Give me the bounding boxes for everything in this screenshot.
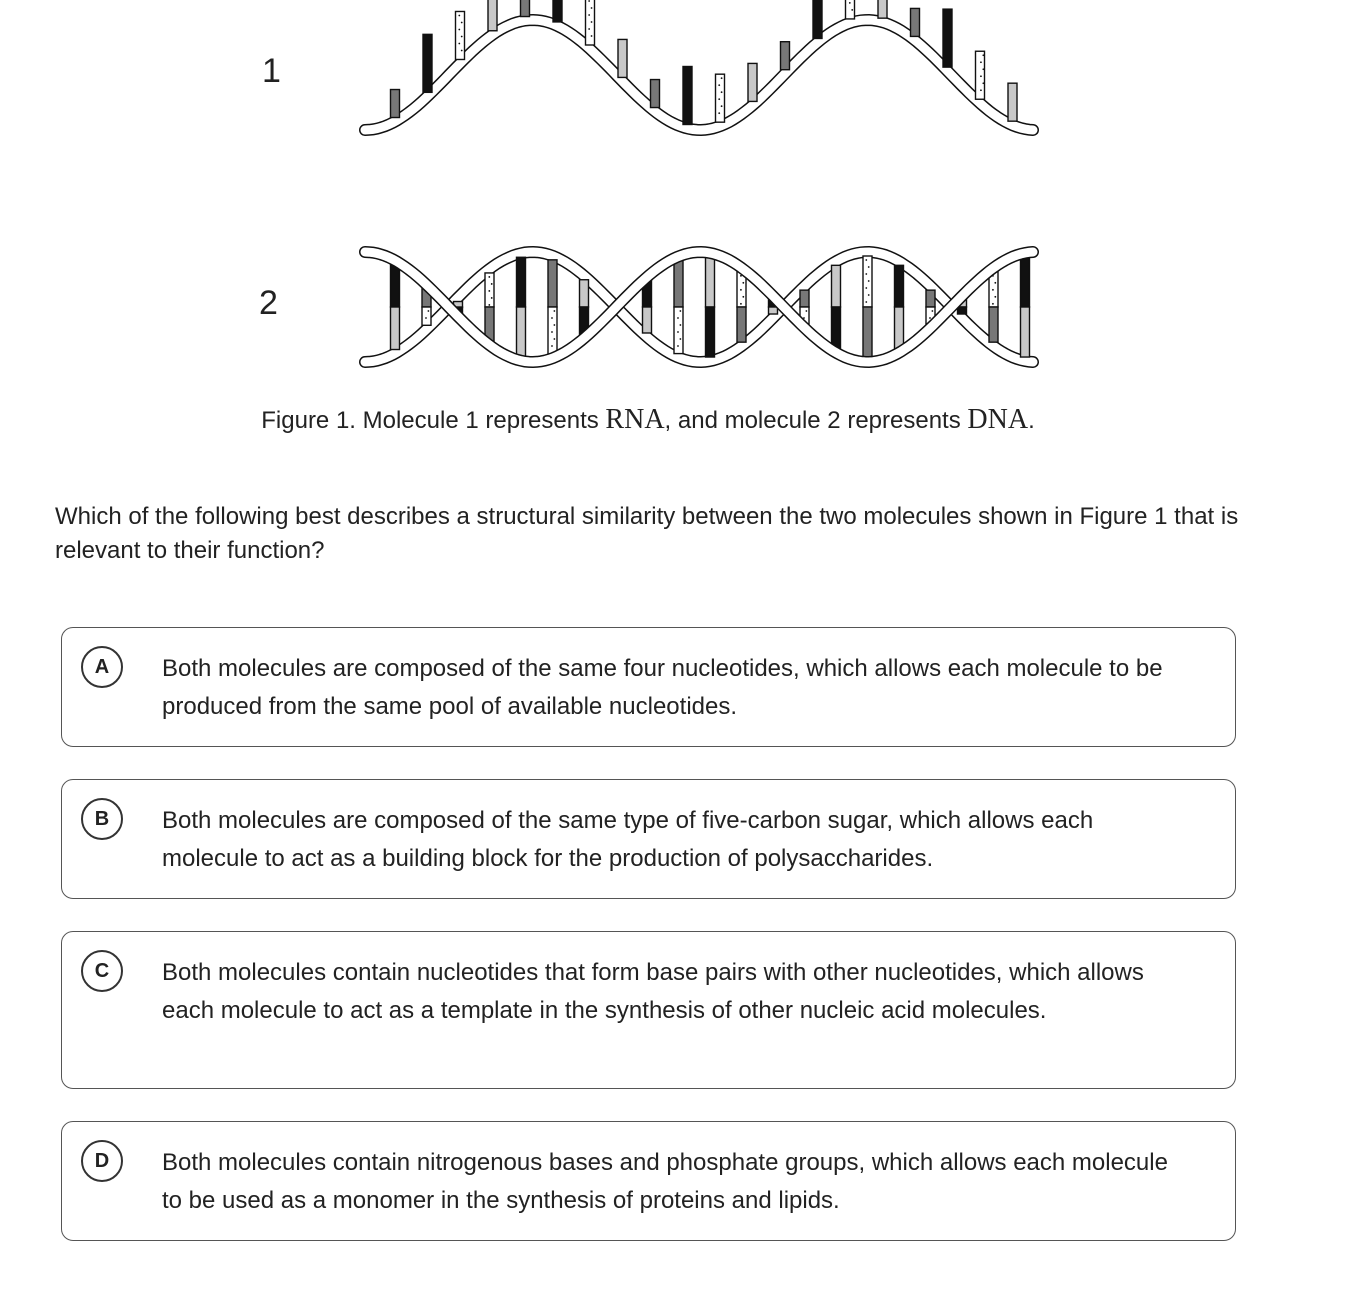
answer-choice-b[interactable] bbox=[61, 779, 1236, 899]
base-pair-half bbox=[800, 290, 809, 307]
figure-caption: Figure 1. Molecule 1 represents RNA, and molecule 2 represents DNA. bbox=[261, 404, 1035, 435]
nitrogenous-base bbox=[553, 0, 562, 22]
choice-letter-badge: D bbox=[81, 1140, 123, 1182]
choice-text: Both molecules contain nucleotides that form base pairs with other nucleotides, which allows each molecule to act as a template in the synthesis of other nucleic acid molecules. bbox=[162, 959, 1144, 1024]
choice-letter-badge: B bbox=[81, 798, 123, 840]
nitrogenous-base bbox=[976, 51, 985, 99]
base-pair-half bbox=[895, 307, 904, 349]
base-pair-half bbox=[706, 307, 715, 357]
choice-text: Both molecules contain nitrogenous bases and phosphate groups, which allows each molecule to be used as a monomer in the synthesis of proteins and lipids. bbox=[162, 1149, 1168, 1214]
nitrogenous-base bbox=[456, 11, 465, 59]
base-pair-half bbox=[832, 307, 841, 349]
question-stem: Which of the following best describes a structural similarity between the two molecules shown in Figure 1 that is relevant to their function? bbox=[55, 503, 1239, 564]
nitrogenous-base bbox=[943, 9, 952, 67]
molecule-2-label: 2 bbox=[259, 284, 278, 322]
molecule-1-label: 1 bbox=[262, 52, 281, 90]
rna-molecule-illustration bbox=[355, 0, 1055, 150]
base-pair-half bbox=[391, 307, 400, 350]
answer-choice-d[interactable] bbox=[61, 1121, 1236, 1241]
base-pair-half bbox=[643, 307, 652, 333]
sugar-phosphate-backbone bbox=[365, 20, 1033, 130]
choice-letter-badge: C bbox=[81, 950, 123, 992]
nitrogenous-base bbox=[488, 0, 497, 31]
base-pair-half bbox=[863, 307, 872, 358]
base-pair-half bbox=[391, 264, 400, 307]
nitrogenous-base bbox=[813, 0, 822, 38]
base-pair-half bbox=[548, 307, 557, 354]
base-pair-half bbox=[517, 307, 526, 357]
choice-text: Both molecules are composed of the same four nucleotides, which allows each molecule to be produced from the same pool of available nucleotides. bbox=[162, 655, 1163, 720]
base-pair-half bbox=[580, 280, 589, 307]
nitrogenous-base bbox=[683, 66, 692, 124]
base-pair-half bbox=[989, 307, 998, 342]
nitrogenous-base bbox=[1008, 83, 1017, 121]
base-pair-half bbox=[832, 265, 841, 307]
nitrogenous-base bbox=[781, 42, 790, 70]
base-pair-half bbox=[517, 257, 526, 307]
base-pair-half bbox=[674, 260, 683, 307]
base-pair-half bbox=[485, 273, 494, 307]
base-pair-half bbox=[1021, 307, 1030, 357]
nitrogenous-base bbox=[586, 0, 595, 45]
nitrogenous-base bbox=[911, 8, 920, 36]
base-pair-half bbox=[895, 265, 904, 307]
nitrogenous-base bbox=[618, 39, 627, 77]
base-pair-half bbox=[926, 290, 935, 307]
base-pair-half bbox=[769, 307, 778, 314]
choice-letter-badge: A bbox=[81, 646, 123, 688]
nitrogenous-base bbox=[716, 74, 725, 122]
dna-molecule-illustration bbox=[355, 232, 1055, 382]
nitrogenous-base bbox=[423, 34, 432, 92]
base-pair-half bbox=[737, 307, 746, 342]
nitrogenous-base bbox=[748, 63, 757, 101]
base-pair-half bbox=[863, 256, 872, 307]
answer-choice-a[interactable] bbox=[61, 627, 1236, 747]
base-pair-half bbox=[958, 307, 967, 314]
answer-choice-c[interactable] bbox=[61, 931, 1236, 1089]
base-pair-half bbox=[1021, 257, 1030, 307]
choice-text: Both molecules are composed of the same type of five-carbon sugar, which allows each molecule to act as a building block for the production of polysaccharides. bbox=[162, 807, 1094, 872]
base-pair-half bbox=[706, 257, 715, 307]
nitrogenous-base bbox=[878, 0, 887, 18]
nitrogenous-base bbox=[521, 0, 530, 17]
nitrogenous-base bbox=[651, 80, 660, 108]
base-pair-half bbox=[422, 307, 431, 325]
base-pair-half bbox=[548, 260, 557, 307]
nitrogenous-base bbox=[391, 90, 400, 118]
